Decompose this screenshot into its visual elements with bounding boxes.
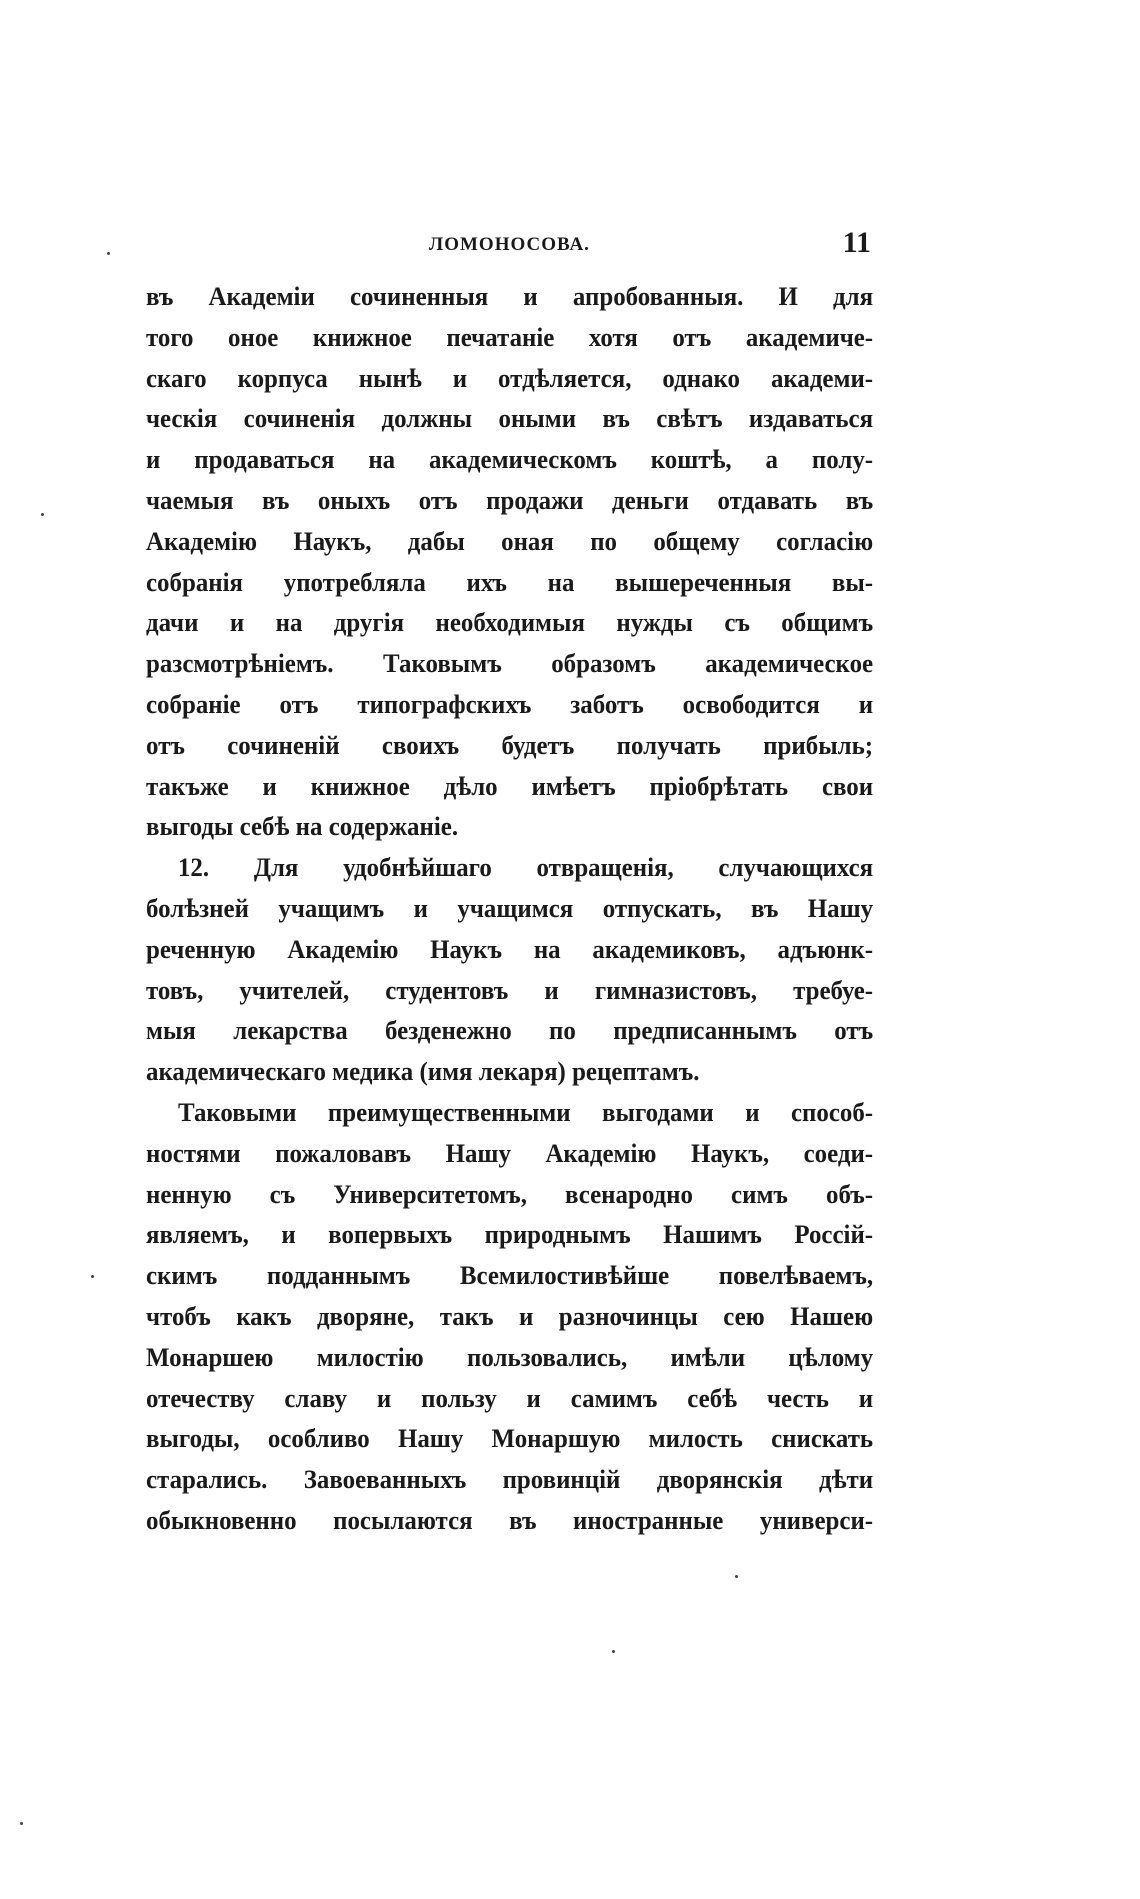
text-line: ностями пожаловавъ Нашу Академію Наукъ, соеди-: [146, 1137, 874, 1168]
text-line: собранія употребляла ихъ на вышереченныя вы-: [146, 566, 874, 597]
scan-speck: [107, 252, 110, 255]
text-line: болѣзней учащимъ и учащимся отпускать, въ Нашу: [146, 892, 874, 923]
text-line: реченную Академію Наукъ на академиковъ, адъюнк-: [146, 933, 874, 964]
text-line: разсмотрѣніемъ. Таковымъ образомъ академическое: [146, 648, 874, 679]
text-line: скимъ подданнымъ Всемилостивѣйше повелѣваемъ,: [146, 1260, 874, 1291]
text-line: въ Академіи сочиненныя и апробованныя. И для: [146, 281, 874, 311]
text-line: Монаршею милостію пользовались, имѣли цѣлому: [146, 1341, 874, 1372]
text-line: чтобъ какъ дворяне, такъ и разночинцы сею Нашею: [146, 1300, 874, 1331]
text-line: являемъ, и вопервыхъ природнымъ Нашимъ Россій-: [146, 1219, 874, 1250]
text-line: товъ, учителей, студентовъ и гимназистовъ, требуе-: [146, 974, 874, 1005]
text-line: ческія сочиненія должны оными въ свѣтъ издаваться: [146, 403, 874, 434]
text-line: ненную съ Университетомъ, всенародно симъ объ-: [146, 1178, 874, 1209]
text-line: чаемыя въ оныхъ отъ продажи деньги отдавать въ: [146, 484, 874, 515]
text-line: Академію Наукъ, дабы оная по общему согласію: [146, 525, 874, 556]
text-line: выгоды себѣ на содержаніе.: [146, 811, 459, 842]
page-header: [146, 226, 873, 262]
text-line: того оное книжное печатаніе хотя отъ академиче-: [146, 321, 874, 352]
text-line: выгоды, особливо Нашу Монаршую милость снискать: [146, 1423, 874, 1454]
text-line: собраніе отъ типографскихъ заботъ освободится и: [146, 688, 874, 719]
page-number: 11: [842, 226, 871, 259]
text-line: дачи и на другія необходимыя нужды съ общимъ: [146, 607, 874, 638]
scan-speck: [41, 513, 44, 516]
text-line: такъже и книжное дѣло имѣетъ пріобрѣтать свои: [146, 770, 874, 801]
text-line: скаго корпуса нынѣ и отдѣляется, однако академи-: [146, 362, 874, 393]
text-line: и продаваться на академическомъ коштѣ, а полу-: [146, 444, 874, 475]
text-line: мыя лекарства безденежно по предписаннымъ отъ: [146, 1015, 874, 1046]
text-line: академическаго медика (имя лекаря) рецептамъ.: [146, 1056, 700, 1087]
text-line: старались. Завоеванныхъ провинцій дворянскія дѣти: [146, 1464, 874, 1495]
body-text: [146, 276, 873, 1541]
running-title: ЛОМОНОСОВА.: [429, 234, 590, 255]
scan-speck: [20, 1822, 23, 1825]
text-line: отечеству славу и пользу и самимъ себѣ честь и: [146, 1382, 874, 1413]
text-line: 12. Для удобнѣйшаго отвращенія, случающихся: [177, 852, 874, 883]
scan-speck: [612, 1650, 615, 1653]
scan-speck: [735, 1575, 738, 1578]
text-line: отъ сочиненій своихъ будетъ получать прибыль;: [146, 729, 874, 760]
scan-speck: [91, 1275, 94, 1278]
text-line: обыкновенно посылаются въ иностранные универси-: [146, 1504, 874, 1535]
text-line: Таковыми преимущественными выгодами и способ-: [177, 1096, 874, 1127]
